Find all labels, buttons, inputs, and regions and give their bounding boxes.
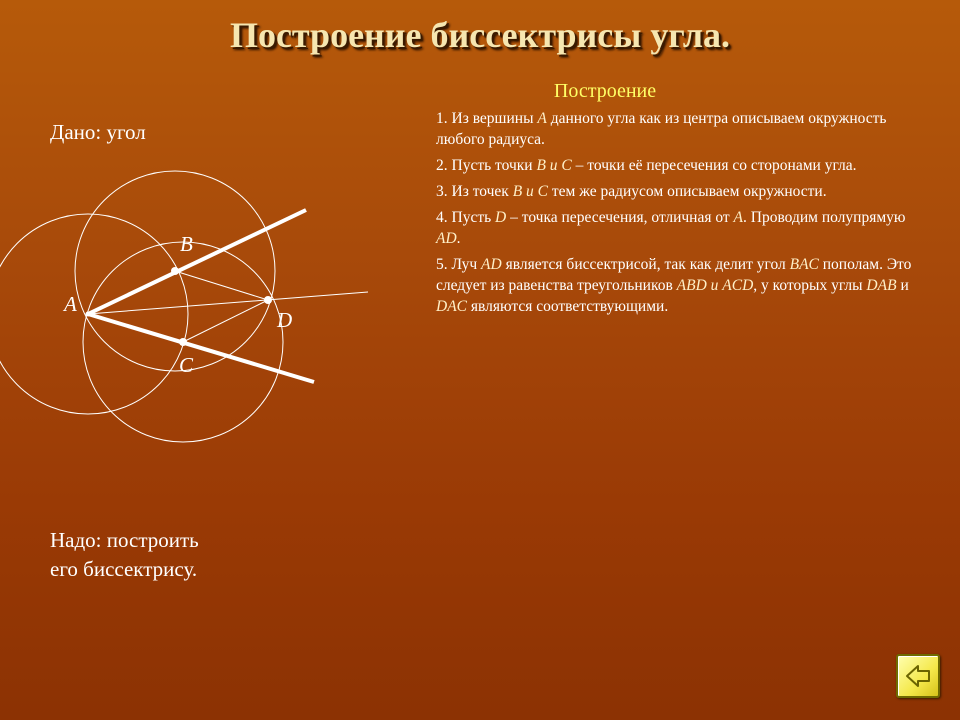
task-label: Надо: построить его биссектрису. <box>50 528 199 581</box>
label-c: C <box>179 353 194 377</box>
label-b: B <box>180 232 193 256</box>
var-triangles: ABD и ACD <box>676 277 754 294</box>
point-b <box>171 267 179 275</box>
construction-heading: Построение <box>553 80 657 102</box>
slide-title: Построение биссектрисы угла. <box>229 15 731 55</box>
step-3: 3. Из точек B и C тем же радиусом описываем окружности. <box>436 183 827 200</box>
var-bac: BAC <box>789 256 819 273</box>
var-ad: AD <box>436 230 457 247</box>
var-d: D <box>495 209 507 226</box>
back-arrow-icon <box>903 661 933 691</box>
segment-cd <box>183 300 268 342</box>
var-b-c: B и C <box>536 157 572 174</box>
var-ad: AD <box>481 256 502 273</box>
label-a: A <box>64 292 77 316</box>
var-dab: DAB <box>866 277 897 294</box>
step-5: 5. Луч AD является биссектрисой, так как делит угол BAC пополам. Это следует из равенства треугольников ABD и ACD, у которых углы DAB и DAC являются соответствующими. <box>436 256 912 315</box>
point-c <box>179 338 187 346</box>
given-label: Дано: угол <box>50 120 146 144</box>
label-d: D <box>277 308 293 332</box>
var-a: A <box>733 209 744 226</box>
construction-steps <box>436 108 926 322</box>
point-d <box>264 296 272 304</box>
var-b-c: B и C <box>512 183 549 200</box>
step-2: 2. Пусть точки B и C – точки её пересечения со сторонами угла. <box>436 157 857 174</box>
step-1: 1. Из вершины A данного угла как из центра описываем окружность любого радиуса. <box>436 110 887 148</box>
var-dac: DAC <box>436 298 467 315</box>
back-button[interactable] <box>896 654 940 698</box>
step-4: 4. Пусть D – точка пересечения, отличная от A. Проводим полупрямую AD. <box>436 209 906 247</box>
segment-bd <box>175 271 268 300</box>
point-a <box>86 312 91 317</box>
var-a: A <box>537 110 547 127</box>
